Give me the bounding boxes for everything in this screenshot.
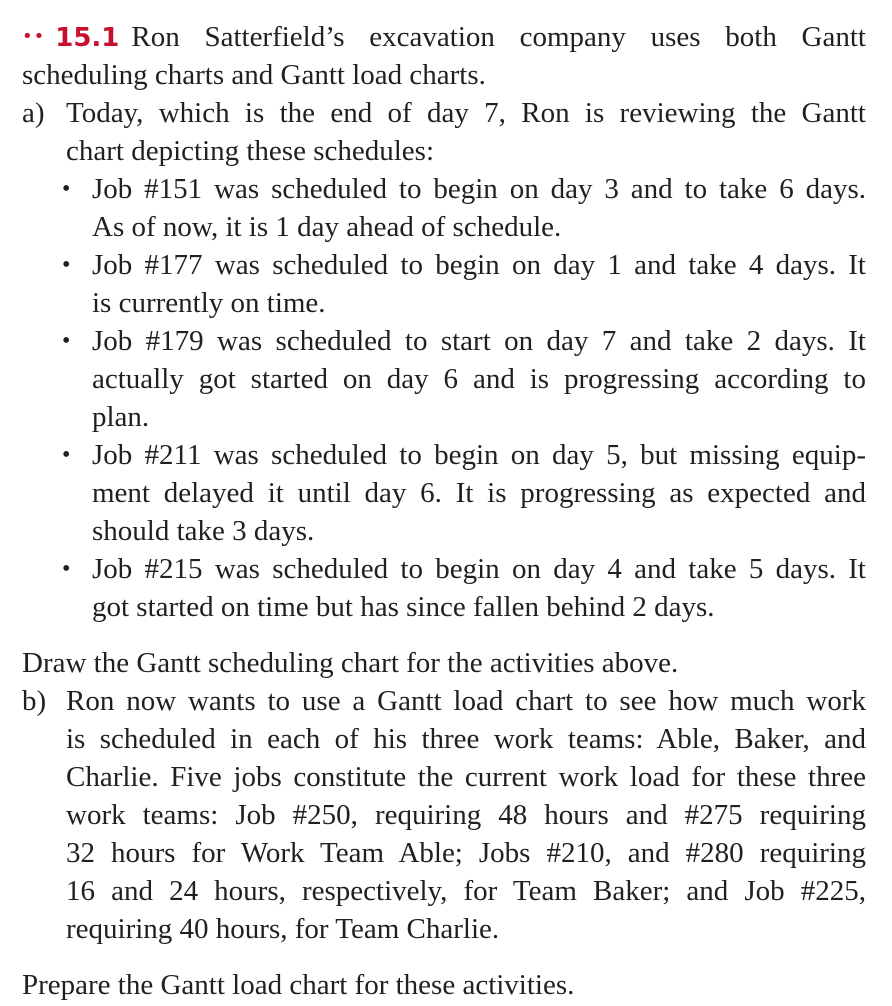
job-179-line-3: plan. xyxy=(92,401,150,433)
job-179-line-1: Job #179 was scheduled to start on day 7 and take 2 days. It xyxy=(92,325,866,357)
problem-number: 15.1 xyxy=(55,23,120,53)
part-a-text-1: Today, which is the end of day 7, Ron is reviewing the Gantt xyxy=(66,97,866,129)
bullet-dot: • xyxy=(62,442,71,468)
job-177-line-1: Job #177 was scheduled to begin on day 1 and take 4 days. It xyxy=(92,249,866,281)
bullet-dot: • xyxy=(62,176,71,202)
part-b-label: b) xyxy=(22,685,47,717)
job-215-line-1: Job #215 was scheduled to begin on day 4 and take 5 days. It xyxy=(92,553,866,585)
part-b-line-1 xyxy=(22,682,866,720)
job-179-line-2: actually got started on day 6 and is progressing according to xyxy=(92,363,866,395)
bullet-dot: • xyxy=(62,556,71,582)
job-211-line-3: should take 3 days. xyxy=(92,515,315,547)
part-a-line-1 xyxy=(22,94,866,132)
job-211-line-2: ment delayed it until day 6. It is progressing as expected and xyxy=(92,477,866,509)
bullet-dot: • xyxy=(62,328,71,354)
problem-intro-line-1: Ron Satterfield’s excavation company uses both Gantt xyxy=(131,21,866,53)
part-a-label: a) xyxy=(22,97,45,129)
job-215-line-2: got started on time but has since fallen behind 2 days. xyxy=(92,591,715,623)
job-177-line-2: is currently on time. xyxy=(92,287,326,319)
part-b-line-5: 32 hours for Work Team Able; Jobs #210, and #280 requiring xyxy=(66,837,866,869)
part-b-instruction: Prepare the Gantt load chart for these activities. xyxy=(22,969,575,1001)
part-b-line-2: is scheduled in each of his three work teams: Able, Baker, and xyxy=(66,723,866,755)
job-151-line-1: Job #151 was scheduled to begin on day 3 and to take 6 days. xyxy=(92,173,866,205)
job-211-line-1: Job #211 was scheduled to begin on day 5, but missing equip- xyxy=(92,439,866,471)
part-b-text-1: Ron now wants to use a Gantt load chart to see how much work xyxy=(66,685,866,717)
part-b-line-6: 16 and 24 hours, respectively, for Team Baker; and Job #225, xyxy=(66,875,866,907)
problem-heading-line-1 xyxy=(22,18,866,57)
part-b-line-4: work teams: Job #250, requiring 48 hours and #275 requiring xyxy=(66,799,866,831)
part-a-instruction: Draw the Gantt scheduling chart for the activities above. xyxy=(22,647,679,679)
job-151-line-2: As of now, it is 1 day ahead of schedule. xyxy=(92,211,562,243)
part-b-line-3: Charlie. Five jobs constitute the current work load for these three xyxy=(66,761,866,793)
bullet-dot: • xyxy=(62,252,71,278)
part-b-line-7: requiring 40 hours, for Team Charlie. xyxy=(66,913,500,945)
part-a-line-2: chart depicting these schedules: xyxy=(66,135,435,167)
difficulty-dots: •• xyxy=(22,26,46,47)
problem-intro-line-2: scheduling charts and Gantt load charts. xyxy=(22,59,486,91)
